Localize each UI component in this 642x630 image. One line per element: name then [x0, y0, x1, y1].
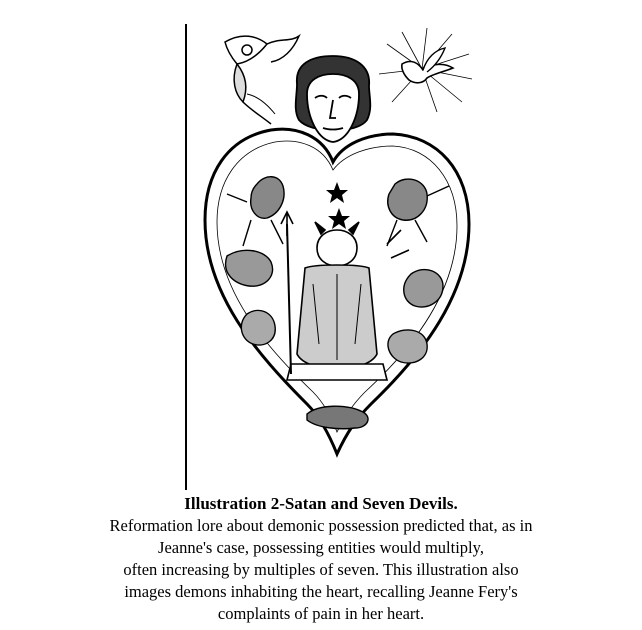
caption	[0, 493, 642, 625]
illustration-figure	[185, 24, 476, 490]
caption-line: images demons inhabiting the heart, recalling Jeanne Fery's	[124, 582, 518, 601]
caption-title: Illustration 2-Satan and Seven Devils.	[184, 494, 458, 513]
caption-line: Jeanne's case, possessing entities would multiply,	[158, 538, 484, 557]
dove-icon	[379, 28, 472, 112]
caption-line: Reformation lore about demonic possession predicted that, as in	[109, 516, 533, 535]
caption-line: complaints of pain in her heart.	[217, 604, 425, 623]
caption-body	[0, 515, 642, 625]
face-icon	[296, 56, 371, 142]
caption-line: often increasing by multiples of seven. This illustration also	[123, 560, 519, 579]
heart-engraving-icon	[187, 24, 476, 490]
angel-icon	[225, 36, 299, 124]
